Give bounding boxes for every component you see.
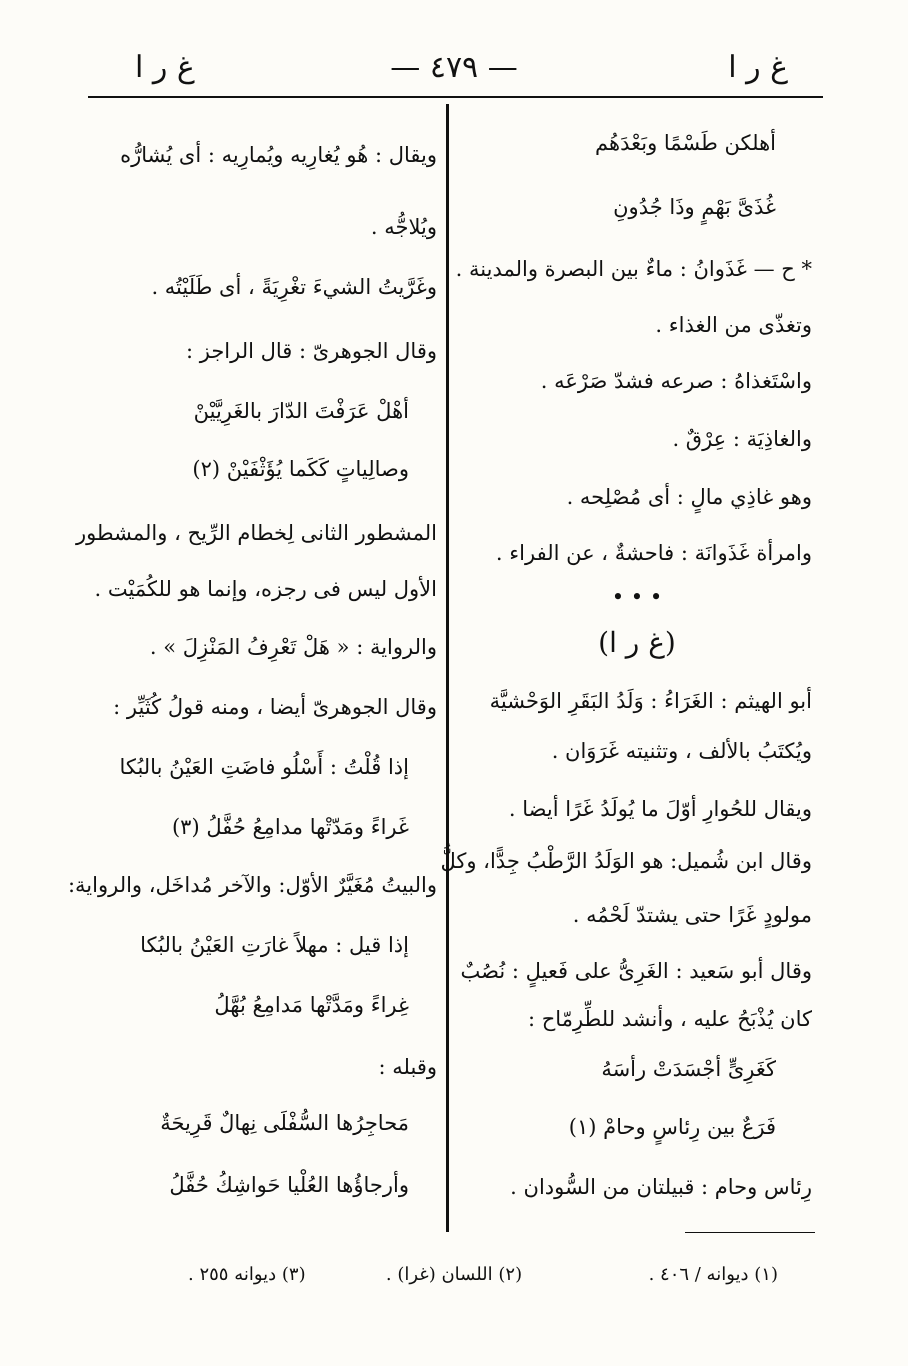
verse-line: غُذَىَّ بَهْمٍ وذَا جُدُونِ [613, 195, 776, 219]
running-head-left: غ ر ا [135, 50, 195, 85]
entry-line: وهو غاذِي مالٍ : أى مُصْلِحه . [566, 485, 812, 509]
entry-line: والرواية : « هَلْ تَعْرِفُ المَنْزِلَ » . [149, 635, 437, 659]
entry-line: ويُكتَبُ بالألف ، وتثنيته غَرَوَان . [551, 739, 812, 763]
entry-line: ويقال : هُو يُغارِيه ويُمارِيه : أى يُشارُّه [120, 143, 437, 167]
verse-line: أهْلْ عَرَفْتَ الدّارَ بالغَرِيَّيْنْ [193, 399, 409, 423]
verse-line: مَحاجِرُها السُّفْلَى نِهالٌ قَرِيحَةٌ [160, 1111, 409, 1135]
verse-line: إذا قيل : مهلاً غارَتِ العَيْنُ بالبُكا [140, 933, 409, 957]
entry-line: * ح — غَذَوانُ : ماءٌ بين البصرة والمدينة . [455, 257, 812, 281]
entry-line: ويقال للحُوارِ أوّلَ ما يُولَدُ غَرًا أيضا . [508, 797, 812, 821]
entry-line: وقبله : [378, 1055, 437, 1079]
verse-line: غَراءً ومَدّتْها مدامِعُ حُفَّلُ (٣) [171, 815, 409, 839]
verse-line: فَرَعٌ بين رِئاسٍ وحامْ (١) [568, 1115, 776, 1139]
section-heading: (غ ر ا) [598, 626, 676, 659]
verse-line: كَغَرِىٍّ أجْسَدَتْ رأسَهُ [601, 1057, 776, 1081]
verse-line: إذا قُلْتُ : أَسْلُو فاضَتِ العَيْنُ بالبُكا [119, 755, 409, 779]
page-number: — ٤٧٩ — [390, 50, 518, 85]
footnote-rule [685, 1232, 815, 1233]
entry-line: وقال الجوهرىّ أيضا ، ومنه قولُ كُثَيِّر : [113, 695, 437, 719]
footnote-2: (٢) اللسان (غرا) . [385, 1264, 523, 1285]
verse-line: غِراءً ومَدَّتْها مَدامِعُ بُهَّلُ [214, 993, 409, 1017]
entry-line: رِئاس وحام : قبيلتان من السُّودان . [510, 1175, 812, 1199]
footnote-3: (٣) ديوانه ٢٥٥ . [188, 1264, 306, 1285]
entry-line: أبو الهيثم : الغَرَاءُ : وَلَدُ البَقَرِ الوَحْشيَّة [489, 689, 812, 713]
verse-line: وأرجاؤُها العُلْيا حَواشِكُ حُفَّلُ [169, 1173, 409, 1197]
header-rule [88, 96, 823, 98]
entry-line: وقال أبو سَعيد : الغَرِىُّ على فَعيلٍ : نُصُبٌ [460, 959, 812, 983]
entry-line: المشطور الثانى لِخطام الرِّيح ، والمشطور [75, 521, 437, 545]
entry-line: وقال الجوهرىّ : قال الراجز : [185, 339, 437, 363]
section-separator: • • • [611, 585, 663, 609]
entry-line: كان يُذْبَحُ عليه ، وأنشد للطِّرِمّاح : [527, 1007, 812, 1031]
entry-line: مولودٍ غَرًا حتى يشتدّ لَحْمُه . [572, 903, 812, 927]
entry-line: وامرأة غَذَوانَة : فاحشةٌ ، عن الفراء . [495, 541, 812, 565]
entry-line: الأول ليس فى رجزه، وإنما هو للكُمَيْت . [94, 577, 437, 601]
entry-line: وقال ابن شُميل: هو الوَلَدُ الرَّطْبُ جِدًّا، وكلُّ [440, 849, 812, 873]
column-divider [446, 104, 449, 1232]
verse-line: أهلكن طَسْمًا وبَعْدَهُم [595, 131, 776, 155]
entry-line: واسْتَغذاهُ : صرعه فشدّ صَرْعَه . [540, 369, 812, 393]
entry-line: وتغذّى من الغذاء . [655, 313, 812, 337]
verse-line: وصالِياتٍ كَكَما يُؤَثْفَيْنْ (٢) [192, 457, 409, 481]
entry-line: وغَرَّيتُ الشيءَ تغْرِيَةً ، أى طَلَيْتُه . [151, 275, 437, 299]
entry-line: والبيتُ مُغَيَّرٌ الأوّل: والآخر مُداخَل، والرواية: [67, 873, 437, 897]
running-head-right: غ ر ا [728, 50, 788, 85]
footnote-1: (١) ديوانه / ٤٠٦ . [648, 1264, 778, 1285]
entry-line: والغاذِيَة : عِرْقٌ . [672, 427, 812, 451]
entry-line: ويُلاجُّه . [370, 215, 437, 239]
